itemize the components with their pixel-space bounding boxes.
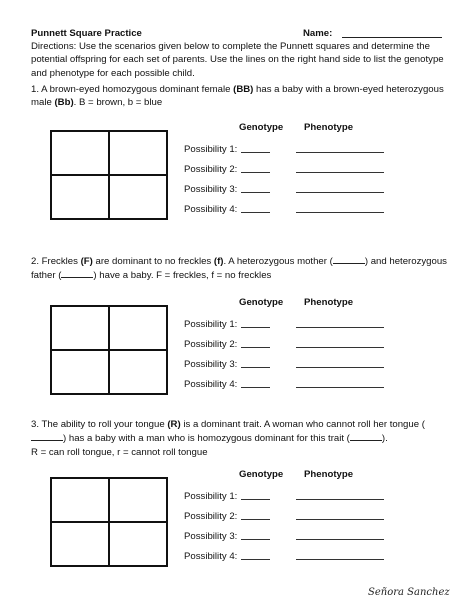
- punnett-cell[interactable]: [51, 522, 109, 566]
- genotype-answer-line[interactable]: [241, 212, 270, 213]
- possibility-label: Possibility 2:: [184, 164, 238, 175]
- possibility-label: Possibility 4:: [184, 204, 238, 215]
- genotype-answer-line[interactable]: [241, 192, 270, 193]
- possibility-label: Possibility 3:: [184, 184, 238, 195]
- possibility-label: Possibility 2:: [184, 339, 238, 350]
- phenotype-header: Phenotype: [304, 469, 354, 480]
- punnett-cell[interactable]: [51, 350, 109, 394]
- genotype-answer-line[interactable]: [241, 539, 270, 540]
- directions-text: Directions: Use the scenarios given below to complete the Punnett squares and determine the potential offspring for each set of parents. Use the lines on the right hand side to list the genotype and phenotype for each possible child.: [31, 41, 444, 79]
- phenotype-answer-line[interactable]: [296, 152, 384, 153]
- genotype-header: Genotype: [239, 469, 284, 480]
- genotype-answer-line[interactable]: [241, 347, 270, 348]
- punnett-cell[interactable]: [51, 175, 109, 219]
- possibility-label: Possibility 1:: [184, 491, 238, 502]
- punnett-cell[interactable]: [109, 306, 167, 350]
- possibility-label: Possibility 4:: [184, 379, 238, 390]
- phenotype-answer-line[interactable]: [296, 387, 384, 388]
- q3-dominant-allele: (R): [167, 419, 181, 430]
- punnett-cell[interactable]: [109, 131, 167, 175]
- punnett-square-1[interactable]: [50, 130, 168, 220]
- phenotype-answer-line[interactable]: [296, 499, 384, 500]
- question-2: 2. Freckles (F) are dominant to no freckles (f). A heterozygous mother ( ) and heterozygous father ( ) have a baby. F = freckles, f = no freckles: [31, 256, 447, 282]
- possibility-label: Possibility 3:: [184, 531, 238, 542]
- genotype-answer-line[interactable]: [241, 559, 270, 560]
- punnett-square-3[interactable]: [50, 477, 168, 567]
- genotype-answer-line[interactable]: [241, 367, 270, 368]
- possibility-label: Possibility 2:: [184, 511, 238, 522]
- phenotype-answer-line[interactable]: [296, 539, 384, 540]
- punnett-cell[interactable]: [109, 522, 167, 566]
- punnett-cell[interactable]: [109, 350, 167, 394]
- question-1: 1. A brown-eyed homozygous dominant female (BB) has a baby with a brown-eyed heterozygous male (Bb). B = brown, b = blue: [31, 84, 444, 109]
- phenotype-answer-line[interactable]: [296, 192, 384, 193]
- punnett-cell[interactable]: [51, 306, 109, 350]
- genotype-answer-line[interactable]: [241, 499, 270, 500]
- q2-dominant-allele: (F): [80, 256, 93, 267]
- punnett-cell[interactable]: [109, 175, 167, 219]
- phenotype-answer-line[interactable]: [296, 172, 384, 173]
- genotype-header: Genotype: [239, 297, 284, 308]
- phenotype-header: Phenotype: [304, 297, 354, 308]
- genotype-answer-line[interactable]: [241, 327, 270, 328]
- genotype-header: Genotype: [239, 122, 284, 133]
- father-genotype-blank[interactable]: [61, 268, 93, 278]
- name-label: Name:: [303, 28, 333, 39]
- q2-recessive-allele: (f): [213, 256, 224, 267]
- author-signature: Señora Sanchez: [368, 587, 450, 598]
- phenotype-answer-line[interactable]: [296, 367, 384, 368]
- mother-genotype-blank[interactable]: [333, 254, 365, 264]
- phenotype-answer-line[interactable]: [296, 347, 384, 348]
- possibility-label: Possibility 4:: [184, 551, 238, 562]
- genotype-answer-line[interactable]: [241, 387, 270, 388]
- woman-genotype-blank[interactable]: [31, 431, 63, 441]
- possibility-label: Possibility 3:: [184, 359, 238, 370]
- genotype-answer-line[interactable]: [241, 519, 270, 520]
- phenotype-answer-line[interactable]: [296, 327, 384, 328]
- phenotype-answer-line[interactable]: [296, 559, 384, 560]
- name-field-line[interactable]: [342, 37, 442, 38]
- question-3: 3. The ability to roll your tongue (R) is a dominant trait. A woman who cannot roll her tongue () has a baby with a man who is homozygous dominant for this trait ( ). R = can roll tongue, r = cannot roll tongue: [31, 419, 425, 458]
- q1-genotype-male: (Bb): [54, 97, 74, 109]
- possibility-label: Possibility 1:: [184, 144, 238, 155]
- worksheet-title: Punnett Square Practice: [31, 28, 142, 39]
- punnett-cell[interactable]: [51, 131, 109, 175]
- phenotype-header: Phenotype: [304, 122, 354, 133]
- punnett-cell[interactable]: [109, 478, 167, 522]
- man-genotype-blank[interactable]: [350, 431, 382, 441]
- punnett-cell[interactable]: [51, 478, 109, 522]
- genotype-answer-line[interactable]: [241, 172, 270, 173]
- punnett-square-2[interactable]: [50, 305, 168, 395]
- possibility-label: Possibility 1:: [184, 319, 238, 330]
- genotype-answer-line[interactable]: [241, 152, 270, 153]
- phenotype-answer-line[interactable]: [296, 212, 384, 213]
- phenotype-answer-line[interactable]: [296, 519, 384, 520]
- q1-genotype-female: (BB): [233, 84, 254, 95]
